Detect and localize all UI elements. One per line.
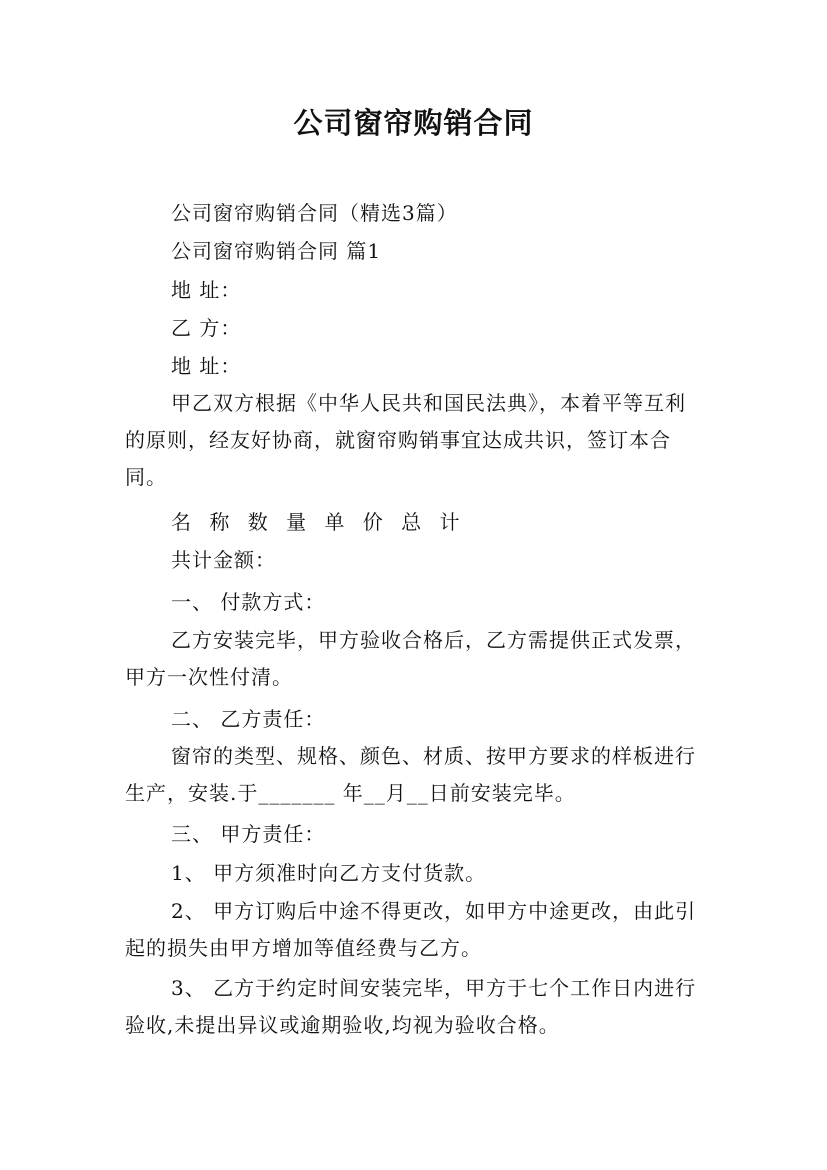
section3-heading: 三、 甲方责任： [171, 822, 326, 846]
party-b-line: 乙 方： [171, 316, 242, 340]
section2-paragraph: 窗帘的类型、规格、颜色、材质、按甲方要求的样板进行生产，安装.于_______ 年__月__日前安装完毕。 [125, 744, 696, 805]
section-title-line: 公司窗帘购销合同 篇1 [171, 239, 382, 263]
address-line-1: 地 址： [171, 278, 242, 302]
subtitle-line: 公司窗帘购销合同（精选3篇） [171, 201, 458, 225]
total-amount-line: 共计金额： [171, 548, 276, 572]
responsibility-item-3: 3、 乙方于约定时间安装完毕，甲方于七个工作日内进行验收,未提出异议或逾期验收,均视为验收合格。 [125, 976, 697, 1037]
responsibility-item-2: 2、 甲方订购后中途不得更改，如甲方中途更改，由此引起的损失由甲方增加等值经费与乙方。 [125, 899, 697, 960]
document-title: 公司窗帘购销合同 [293, 106, 534, 140]
table-header-line: 名 称 数 量 单 价 总 计 [171, 510, 461, 534]
section1-heading: 一、 付款方式： [171, 590, 326, 614]
section2-heading: 二、 乙方责任： [171, 707, 326, 731]
address-line-2: 地 址： [171, 354, 242, 378]
responsibility-item-1: 1、 甲方须准时向乙方支付货款。 [171, 861, 487, 885]
section1-paragraph: 乙方安装完毕，甲方验收合格后，乙方需提供正式发票，甲方一次性付清。 [125, 628, 696, 689]
intro-paragraph: 甲乙双方根据《中华人民共和国民法典》，本着平等互利的原则，经友好协商，就窗帘购销事宜达成共识，签订本合同。 [125, 391, 686, 489]
